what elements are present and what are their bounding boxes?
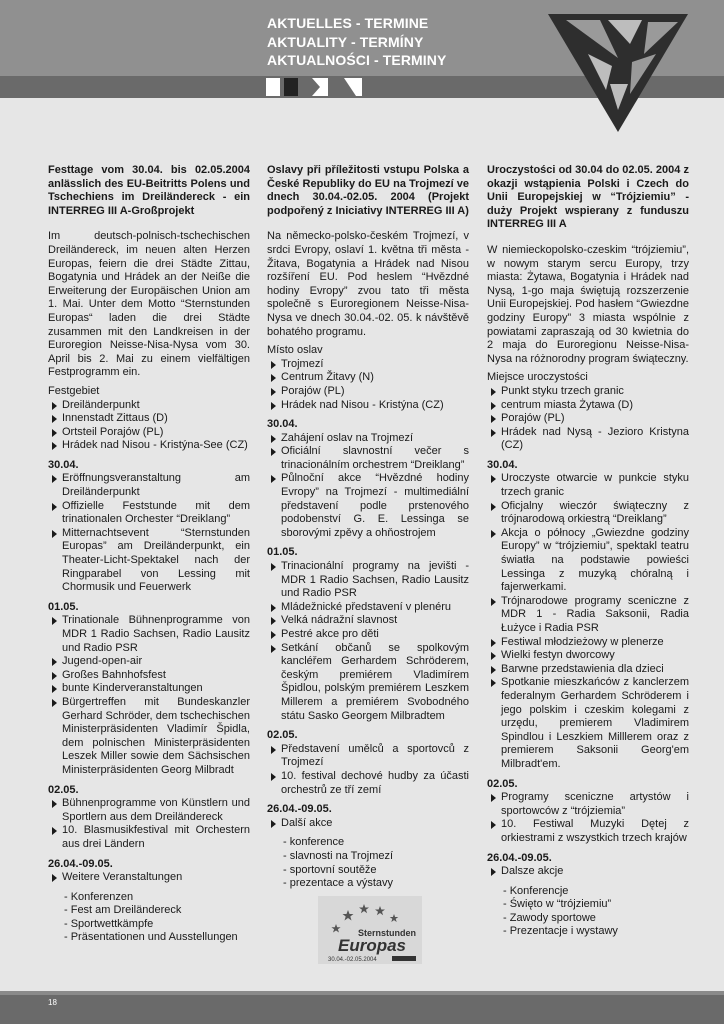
list-item: Bühnenprogramme von Künstlern und Sportlern aus dem Dreiländereck [48,797,250,824]
list-item: Oficjalny wieczór świąteczny z trójnarodową orkiestrą “Dreiklang” [487,500,689,527]
logo-dates: 30.04.-02.05.2004 [328,957,377,963]
sub-item: - slavnosti na Trojmezí [283,849,394,862]
list-item: Mitternachtsevent “Sternstunden Europas” am Dreiländerpunkt, ein Theater-Licht-Spektakel nach der Ringparabel von Lessing mit Chormusik und Feuerwerk [48,527,250,595]
list-item: 10. festival dechové hudby za účasti orchestrů ze tří zemí [267,770,469,797]
sternstunden-europas-logo [318,896,422,964]
list-item: Jugend-open-air [48,655,250,669]
date-heading: 26.04.-09.05. [487,851,552,864]
page-number: 18 [48,998,57,1007]
list-item: Porajów (PL) [267,385,469,399]
further-list-de [48,871,250,885]
area-list-de [48,399,250,453]
date-heading: 02.05. [48,783,79,796]
sub-item: - sportovní soutěže [283,863,377,876]
list-item: Trójnarodowe programy sceniczne z MDR 1 - Radia Saksonii, Radia Łużyce i Radia PSR [487,595,689,636]
list-item: Spotkanie mieszkańców z kanclerzem federalnym Gerhardem Schröderem i jego polskim i czeskim kolegami z urzędu, premierem Vladimirem Spindlou i Leszkiem Milllerem oraz z premierem Saksonii Georg'em Milbradt'em. [487,676,689,771]
date-heading: 30.04. [48,458,79,471]
list-item: Trinationale Bühnenprogramme von MDR 1 Radio Sachsen, Radio Lausitz und Radio PSR [48,614,250,655]
list-item: Großes Bahnhofsfest [48,669,250,683]
day1-list-pl [487,472,689,771]
area-label-pl: Miejsce uroczystości [487,371,588,384]
day2-list-cz [267,560,469,723]
column-czech [267,164,469,891]
sub-item: - Prezentacje i wystawy [503,925,618,938]
day3-list-pl [487,791,689,845]
intro-pl: W niemieckopolsko-czeskim “trójziemiu”, w nowym starym sercu Europy, trzy miasta: Żytawa, Bogatynia i Hrádek nad Nysą, 1-go maja świętują rozszerzenie Unii Europejskiej. Pod hasłem “Gwiezdne godziny Europy” 3 miasta wspólnie z powiatami zapraszają od 30 kwietnia do 2 maja do Euroregionu Neisse-Nisa-Nysa na różnorodny program świąteczny. [487,243,689,365]
list-item: Představení umělců a sportovců z Trojmezí [267,743,469,770]
list-item: Festiwal młodzieżowy w plenerze [487,636,689,650]
area-label-cz: Místo oslav [267,344,323,357]
date-heading: 02.05. [267,729,298,742]
day3-list-cz [267,743,469,797]
title-line-cz: AKTUALITY - TERMÍNY [267,33,424,50]
day2-list-de [48,614,250,777]
sub-list-de [48,891,250,945]
list-item: Innenstadt Zittaus (D) [48,412,250,426]
list-item: 10. Festiwal Muzyki Dętej z orkiestrami z wszystkich trzech krajów [487,818,689,845]
list-item: Porajów (PL) [487,412,689,426]
date-heading: 30.04. [267,418,298,431]
column-german [48,164,250,945]
list-item: Půlnoční akce “Hvězdné hodiny Evropy” na Trojmezí - multimediální představení podle prstenového podobenství G. E. Lessinga se sborovými zpěvy a ohňostrojem [267,472,469,540]
list-item: Ortsteil Porajów (PL) [48,426,250,440]
further-list-pl [487,865,689,879]
title-line-de: AKTUELLES - TERMINE [267,15,429,31]
day1-list-cz [267,432,469,541]
logo-line1: Sternstunden [358,928,417,938]
list-item: Dreiländerpunkt [48,399,250,413]
list-item: Oficiální slavnostní večer s trinacionálním orchestrem “Dreiklang” [267,445,469,472]
list-item: Mládežnické představení v plenéru [267,601,469,615]
sub-item: - Zawody sportowe [503,911,596,924]
intro-de: Im deutsch-polnisch-tschechischen Dreiländereck, im neuen alten Herzen Europas, feiern die drei Städte Zittau, Bogatynia und Hrádek an der Neiße die Erweiterung der Europäischen Union am 1. Mai. Unter dem Motto “Sternstunden Europas“ laden die drei Städte zusammen mit den Landkreisen in der Euroregion Neisse-Nisa-Nysa vom 30. April bis 2. Mai zu einem vielfältigen Festprogramm ein. [48,230,250,379]
list-item: bunte Kinderveranstaltungen [48,682,250,696]
list-item: Velká nádražní slavnost [267,614,469,628]
list-item: Akcja o północy „Gwiezdne godziny Europy” w “trójziemiu”, spektakl teatru światła na podstawie powieści Lessinga z muzyką chóralną i fajerwerkami. [487,527,689,595]
area-label-de: Festgebiet [48,384,100,397]
list-item: Eröffnungsveranstaltung am Dreiländerpunkt [48,472,250,499]
sub-item: - konference [283,836,345,849]
list-item: Barwne przedstawienia dla dzieci [487,663,689,677]
sub-item: - Święto w “trójziemiu” [503,898,612,911]
day1-list-de [48,472,250,594]
title-line-pl: AKTUALNOŚCI - TERMINY [267,52,447,68]
date-heading: 26.04.-09.05. [48,857,113,870]
list-item: Pestré akce pro děti [267,628,469,642]
sub-item: - Sportwettkämpfe [64,917,154,930]
sub-item: - prezentace a výstavy [283,877,394,890]
list-item: centrum miasta Żytawa (D) [487,399,689,413]
area-list-cz [267,358,469,412]
list-item: Programy sceniczne artystów i sportowców z “trójziemia” [487,791,689,818]
list-item: Uroczyste otwarcie w punkcie styku trzech granic [487,472,689,499]
sub-item: - Konferencje [503,884,569,897]
list-item: Další akce [267,817,469,831]
date-heading: 30.04. [487,458,518,471]
list-item: Offizielle Feststunde mit dem trinationalen Orchester “Dreiklang” [48,500,250,527]
sub-item: - Präsentationen und Ausstellungen [64,931,238,944]
list-item: Hrádek nad Nisou - Kristýna-See (CZ) [48,439,250,453]
heading-de: Festtage vom 30.04. bis 02.05.2004 anlässlich des EU-Beitritts Polens und Tschechiens im Dreiländereck - ein INTERREG III A-Großprojekt [48,164,250,217]
area-list-pl [487,385,689,453]
page-title [267,14,446,70]
euroregion-triangle-logo [548,14,688,132]
date-heading: 01.05. [267,546,298,559]
list-item: Bürgertreffen mit Bundeskanzler Gerhard Schröder, dem tschechischen Ministerpräsidenten Vladimír Špidla, dem polnischen Ministerpräsidenten Leszek Miller sowie dem Sächsischen Ministerpräsidenten Georg Milbradt [48,696,250,778]
header-decoration [266,78,376,96]
list-item: Punkt styku trzech granic [487,385,689,399]
heading-pl: Uroczystości od 30.04 do 02.05. 2004 z okazji wstąpienia Polski i Czech do Unii Europejskiej w “Trójziemiu” - duży Projekt wspierany z funduszu INTERREG III A [487,164,689,231]
date-heading: 01.05. [48,600,79,613]
column-polish [487,164,689,939]
list-item: Hrádek nad Nysą - Jezioro Kristyna (CZ) [487,426,689,453]
logo-line2: Europas [338,936,407,955]
list-item: Weitere Veranstaltungen [48,871,250,885]
list-item: Hrádek nad Nisou - Kristýna (CZ) [267,399,469,413]
intro-cz: Na německo-polsko-českém Trojmezí, v srdci Evropy, oslaví 1. května tři města - Žitava, Bogatynia a Hrádek nad Nisou rozšíření EU. Pod heslem “Hvězdné hodiny Evropy” zvou tato tři města společně s Euroregionem Neisse-Nisa-Nysa ve dnech 30.04.-02. 05. k návštěvě bohatého programu. [267,230,469,338]
list-item: 10. Blasmusikfestival mit Orchestern aus drei Ländern [48,824,250,851]
list-item: Centrum Žitavy (N) [267,371,469,385]
heading-cz: Oslavy při příležitosti vstupu Polska a České Republiky do EU na Trojmezí ve dnech 30.04.-02.05. 2004 (Projekt podpořený z Iniciativy INTERREG III A) [267,164,469,217]
sub-item: - Fest am Dreiländereck [64,904,182,917]
day3-list-de [48,797,250,851]
list-item: Setkání občanů se spolkovým kancléřem Gerhardem Schröderem, českým premiérem Vladimírem Špidlou, polským premiérem Leszkem Millerem a premiérem Svobodného státu Sasko Georgem Milbradtem [267,642,469,724]
date-heading: 02.05. [487,777,518,790]
list-item: Dalsze akcje [487,865,689,879]
list-item: Trinacionální programy na jevišti - MDR 1 Radio Sachsen, Radio Lausitz und Radio PSR [267,560,469,601]
sub-list-cz [267,836,469,890]
list-item: Zahájení oslav na Trojmezí [267,432,469,446]
date-heading: 26.04.-09.05. [267,803,332,816]
sub-list-pl [487,885,689,939]
sub-item: - Konferenzen [64,890,134,903]
further-list-cz [267,817,469,831]
list-item: Wielki festyn dworcowy [487,649,689,663]
list-item: Trojmezí [267,358,469,372]
footer-bar [0,995,724,1024]
